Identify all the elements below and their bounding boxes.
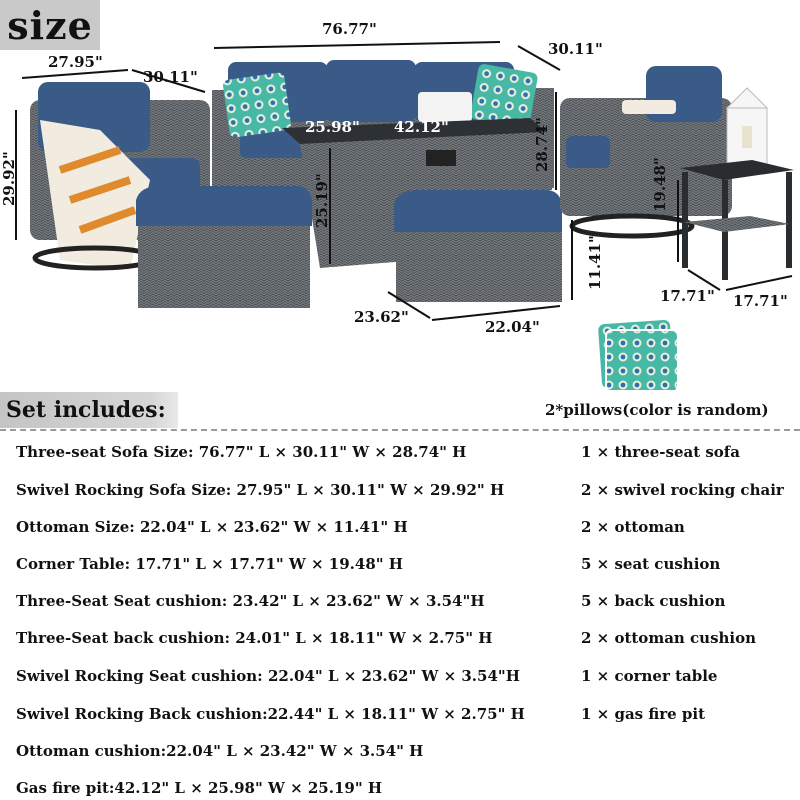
spec-line: Three-seat Sofa Size: 76.77" L × 30.11" W × 28.74" H	[16, 443, 467, 461]
firepit-width-label: 25.98"	[305, 118, 360, 136]
firepit-height-label: 25.19"	[313, 173, 331, 228]
section-divider	[0, 429, 800, 431]
item-line: 1 × corner table	[581, 667, 718, 685]
sofa-height-label: 28.74"	[533, 117, 551, 172]
product-image	[0, 0, 800, 390]
sofa-length-label: 76.77"	[322, 20, 377, 38]
set-includes-title: Set includes:	[0, 392, 178, 428]
spec-line: Gas fire pit:42.12" L × 25.98" W × 25.19" H	[16, 779, 383, 797]
lantern-icon	[727, 88, 767, 168]
ottoman-width-label: 23.62"	[354, 308, 409, 326]
ottoman-right	[394, 190, 562, 302]
chair-height-label: 29.92"	[0, 151, 18, 206]
chair-depth-label: 30.11"	[143, 68, 198, 86]
table-depth-label: 17.71"	[660, 287, 715, 305]
item-line: 5 × seat cushion	[581, 555, 721, 573]
pillow-caption: 2*pillows(color is random)	[545, 401, 769, 419]
ottoman-height-label: 11.41"	[586, 235, 604, 290]
swivel-chair-right	[560, 66, 732, 236]
spec-line: Three-Seat Seat cushion: 23.42" L × 23.62" W × 3.54"H	[16, 592, 485, 610]
table-height-label: 19.48"	[651, 157, 669, 212]
chair-width-label: 27.95"	[48, 53, 103, 71]
item-line: 1 × three-seat sofa	[581, 443, 740, 461]
spec-line: Swivel Rocking Back cushion:22.44" L × 18.11" W × 2.75" H	[16, 705, 525, 723]
item-line: 2 × swivel rocking chair	[581, 481, 784, 499]
item-line: 2 × ottoman cushion	[581, 629, 757, 647]
spec-line: Ottoman cushion:22.04" L × 23.42" W × 3.54" H	[16, 742, 424, 760]
item-line: 2 × ottoman	[581, 518, 685, 536]
sofa-depth-label: 30.11"	[548, 40, 603, 58]
size-badge: size	[0, 0, 100, 50]
spec-line: Ottoman Size: 22.04" L × 23.62" W × 11.41" H	[16, 518, 408, 536]
firepit-length-label: 42.12"	[394, 118, 449, 136]
ottoman-left	[136, 186, 312, 308]
item-line: 1 × gas fire pit	[581, 705, 706, 723]
furniture-illustration	[0, 0, 800, 390]
spec-line: Corner Table: 17.71" L × 17.71" W × 19.48" H	[16, 555, 403, 573]
spec-line: Swivel Rocking Seat cushion: 22.04" L × 23.62" W × 3.54"H	[16, 667, 520, 685]
table-width-label: 17.71"	[733, 292, 788, 310]
spec-line: Swivel Rocking Sofa Size: 27.95" L × 30.11" W × 29.92" H	[16, 481, 505, 499]
spec-line: Three-Seat back cushion: 24.01" L × 18.11" W × 2.75" H	[16, 629, 493, 647]
ottoman-length-label: 22.04"	[485, 318, 540, 336]
item-line: 5 × back cushion	[581, 592, 726, 610]
pillow-icon	[598, 320, 678, 390]
